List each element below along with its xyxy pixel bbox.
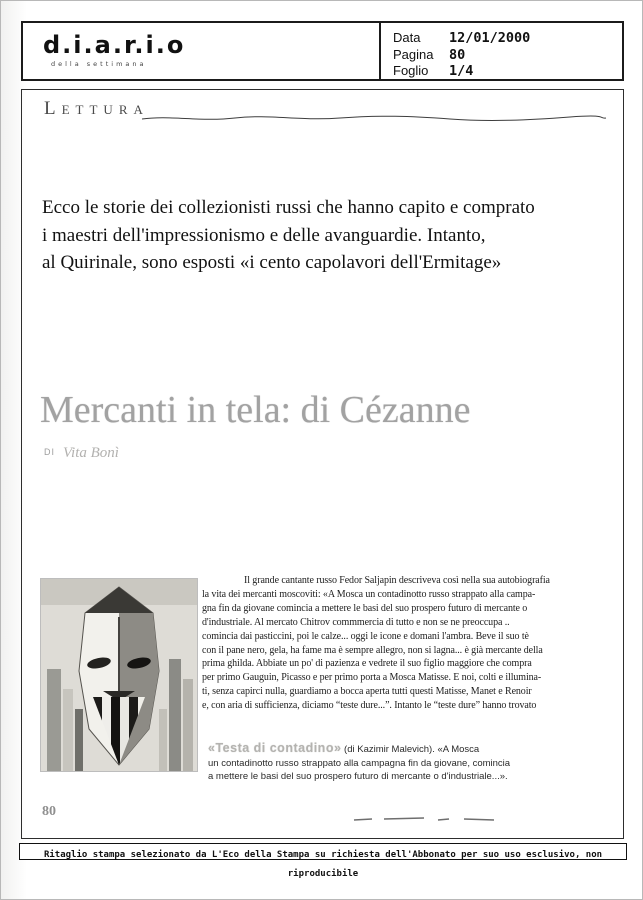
article-headline: Mercanti in tela: di Cézanne — [40, 389, 471, 431]
byline — [44, 444, 119, 462]
footer-strip — [19, 843, 627, 879]
body-line: Il grande cantante russo Fedor Saljapin descriveva così nella sua autobiografia — [244, 575, 550, 586]
photo-caption — [208, 742, 553, 784]
meta-label-foglio: Foglio — [393, 63, 429, 78]
body-line: comincia dai pasticcini, poi le calze... oggi le icone e domani l'ambra. Beve il suo tè — [202, 630, 529, 642]
standfirst-line: al Quirinale, sono esposti «i cento capolavori dell'Ermitage» — [42, 252, 502, 273]
pen-mark-scribbles — [352, 814, 502, 824]
peasant-head-artwork — [41, 579, 197, 771]
body-line: e, con aria di sufficienza, diciamo “teste dure...”. Intanto le “teste dure” hanno trovato — [202, 700, 537, 712]
body-line: per primo Gauguin, Picasso e per primo porta a Mosca Matisse. E noi, colti e illumina- — [202, 672, 542, 684]
meta-value-foglio: 1/4 — [449, 63, 474, 79]
caption-line: un contadinotto russo strappato alla campagna fin da giovane, comincia — [208, 757, 511, 769]
article-body — [202, 574, 612, 713]
clipping-metadata — [381, 23, 622, 79]
caption-line — [208, 742, 553, 757]
meta-value-data: 12/01/2000 — [449, 30, 531, 46]
section-divider-line — [140, 112, 608, 124]
caption-line: a mettere le basi del suo prospero futuro di mercante o d'industriale...». — [208, 771, 508, 782]
body-line: d'industriale. Al mercato Chitrov commmercia di tutto e non se ne preoccupa .. — [202, 616, 510, 628]
body-line: la vita dei mercanti moscoviti: «A Mosca un contadinotto russo strappato alla campa- — [202, 588, 536, 600]
meta-value-pagina: 80 — [449, 46, 466, 63]
byline-author: Vita Bonì — [63, 445, 119, 461]
meta-row-data — [393, 30, 622, 47]
magazine-logo-area — [23, 23, 381, 79]
meta-row-pagina — [393, 47, 622, 64]
section-label: Lettura — [44, 98, 149, 119]
byline-prefix: DI — [44, 447, 55, 457]
standfirst-line: i maestri dell'impressionismo e delle avanguardie. Intanto, — [42, 224, 486, 246]
body-line: ti, senza capirci nulla, guardiamo a bocca aperta tutti questi Matisse, Manet e Renoir — [202, 686, 532, 698]
standfirst-line: Ecco le storie dei collezionisti russi che hanno capito e comprato — [42, 197, 535, 218]
article-area — [21, 89, 624, 839]
caption-text: (di Kazimir Malevich). «A Mosca — [341, 744, 480, 755]
meta-row-foglio — [393, 63, 622, 80]
caption-title: «Testa di contadino» — [208, 741, 342, 755]
meta-label-pagina: Pagina — [393, 46, 434, 62]
magazine-logo: d.i.a.r.i.o — [43, 31, 186, 59]
body-line: gna fin da giovane comincia a mettere le basi del suo prospero futuro di mercante o — [202, 602, 528, 614]
meta-label-data: Data — [393, 30, 421, 45]
standfirst — [42, 194, 624, 277]
footer-text: Ritaglio stampa selezionato da L'Eco della Stampa su richiesta dell'Abbonato per suo uso esclusivo, non riproducibile — [43, 850, 603, 879]
page-number: 80 — [42, 804, 56, 819]
magazine-logo-subtitle: della settimana — [51, 60, 147, 68]
article-photo — [40, 578, 198, 772]
body-line: prima ghilda. Abbiate un po' di pazienza e vedrete il suo figlio maggiore che compra — [202, 658, 532, 670]
body-line: con il pane nero, gela, ha fame ma è sempre allegro, non si lagna... è già mercante della — [202, 644, 543, 656]
clipping-header — [21, 21, 624, 81]
